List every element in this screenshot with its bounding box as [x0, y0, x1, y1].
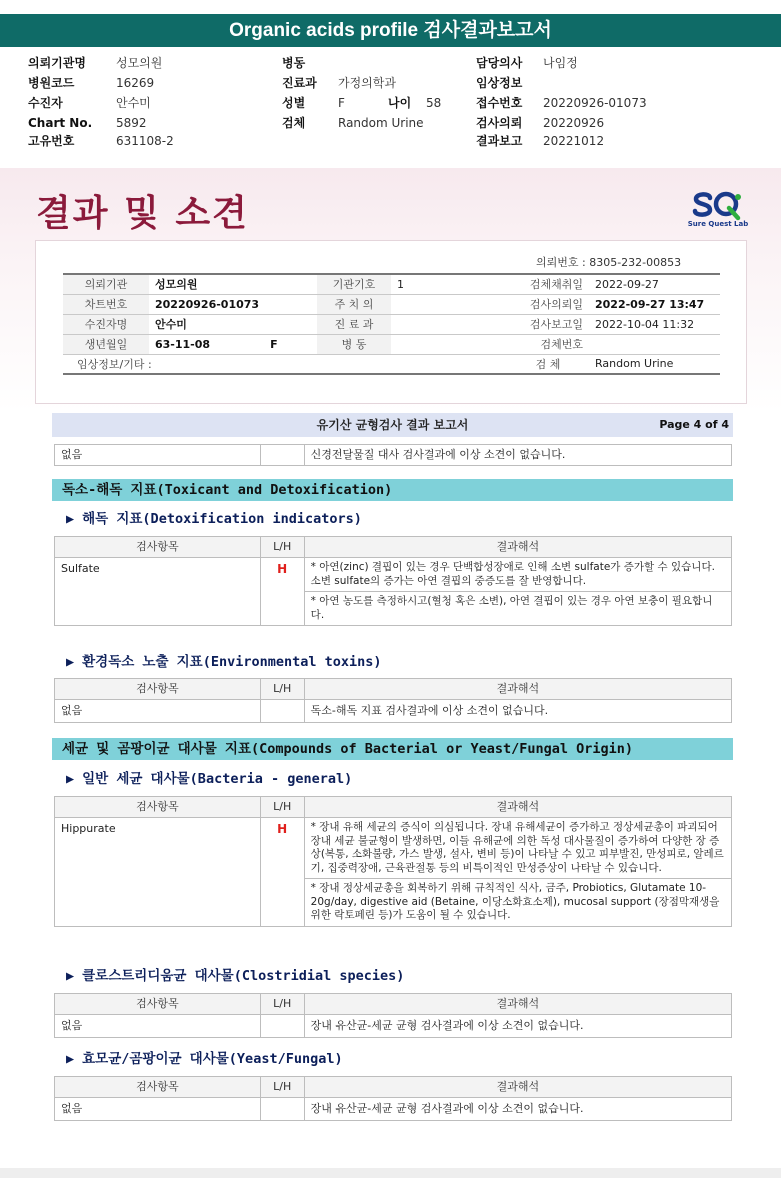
cell-value — [391, 334, 507, 354]
info-value-age: 58 — [426, 96, 442, 110]
cell-label: 진 료 과 — [317, 314, 391, 334]
cell-label: 임상정보/기타 : — [63, 354, 317, 374]
info-value-sex: F — [338, 96, 345, 110]
info-label-age: 나이 — [388, 96, 412, 110]
yeast-fungal-result-table — [54, 1076, 732, 1121]
patient-row — [63, 274, 720, 294]
cell-value: 안수미 — [149, 314, 317, 334]
cell-value — [391, 314, 507, 334]
cell-value: 2022-10-04 11:32 — [589, 314, 720, 334]
detox-result-table — [54, 536, 732, 626]
cell-value — [317, 354, 507, 374]
result-item: 없음 — [55, 445, 261, 466]
info-label-request-date: 검사의뢰 — [476, 116, 523, 130]
col-header-interp: 결과해석 — [304, 797, 731, 818]
table-row — [55, 1098, 732, 1121]
cell-value: Random Urine — [589, 354, 720, 374]
result-flag — [260, 700, 304, 723]
col-header-lh: L/H — [260, 537, 304, 558]
table-header-row — [55, 797, 732, 818]
cell-label: 수진자명 — [63, 314, 149, 334]
col-header-interp: 결과해석 — [304, 537, 731, 558]
interpretation-block — [305, 558, 731, 591]
table-header-row — [55, 679, 732, 700]
result-interpretation: 신경전달물질 대사 검사결과에 이상 소견이 없습니다. — [304, 445, 731, 466]
info-label-patient: 수진자 — [28, 96, 63, 110]
subsection-bacteria-general — [66, 767, 352, 787]
info-value-patient: 안수미 — [116, 96, 151, 110]
info-label-doctor: 담당의사 — [476, 56, 523, 70]
footer-strip — [0, 1168, 781, 1178]
cell-value: 2022-09-27 13:47 — [589, 294, 720, 314]
result-interpretation: 장내 유산균-세균 균형 검사결과에 이상 소견이 없습니다. — [304, 1098, 731, 1121]
patient-info-grid — [28, 54, 768, 154]
report-title-bar — [52, 413, 733, 437]
triangle-bullet-icon: ▶ — [66, 1051, 75, 1067]
col-header-lh: L/H — [260, 994, 304, 1015]
cell-value: 2022-09-27 — [589, 274, 720, 294]
col-header-interp: 결과해석 — [304, 1077, 731, 1098]
subsection-clostridial — [66, 964, 404, 984]
bacteria-general-result-table — [54, 796, 732, 927]
info-value-chart-no: 5892 — [116, 116, 147, 130]
col-header-lh: L/H — [260, 797, 304, 818]
col-header-lh: L/H — [260, 679, 304, 700]
section-toxicant: 독소-해독 지표(Toxicant and Detoxification) — [52, 479, 733, 501]
col-header-interp: 결과해석 — [304, 994, 731, 1015]
cell-label: 병 동 — [317, 334, 391, 354]
subsection-yeast-fungal — [66, 1047, 343, 1067]
neurotransmitter-result-table — [54, 444, 732, 466]
interpretation-block: * 장내 유해 세균의 증식이 의심됩니다. 장내 유해세균이 증가하고 정상세균총이 파괴되어 장내 세균 불균형이 발생하면, 이들 유해균에 의한 독성 대사물질이 증가하여 다양한 장 증상(복통, 소화불량, 가스 발생, 설사, 변비 등)이 나타날 수 있고 피부발진, 만성피로, 알레르기, 집중력장애, 근육관절통 등의 비특이적인 만성증상이 나타날 수 있습니다. — [310, 821, 724, 874]
table-row — [55, 1015, 732, 1038]
info-value-request-date: 20220926 — [543, 116, 605, 130]
interpretation-line: 소변 sulfate의 증가는 아연 결핍의 중증도를 잘 반영합니다. — [310, 574, 587, 587]
cell-value: 1 — [391, 274, 507, 294]
subsection-title: 클로스트리디움균 대사물(Clostridial species) — [82, 968, 405, 984]
info-value-report-date: 20221012 — [543, 134, 605, 148]
info-label-chart-no: Chart No. — [28, 116, 93, 130]
result-interpretation: 독소-해독 지표 검사결과에 이상 소견이 없습니다. — [304, 700, 731, 723]
info-label-specimen: 검체 — [282, 116, 306, 130]
table-row — [55, 445, 732, 466]
result-flag — [260, 1098, 304, 1121]
info-value-specimen: Random Urine — [338, 116, 424, 130]
col-header-item: 검사항목 — [55, 537, 261, 558]
high-flag: H — [260, 558, 304, 626]
result-interpretation: 장내 유산균-세균 균형 검사결과에 이상 소견이 없습니다. — [304, 1015, 731, 1038]
info-value-unique-no: 631108-2 — [116, 134, 174, 148]
col-header-lh: L/H — [260, 1077, 304, 1098]
subsection-title: 효모균/곰팡이균 대사물(Yeast/Fungal) — [82, 1051, 343, 1067]
info-label-unique-no: 고유번호 — [28, 134, 75, 148]
info-label-sex: 성별 — [282, 96, 306, 110]
results-heading: 결과 및 소견 — [36, 193, 249, 234]
cell-value — [149, 334, 317, 354]
clostridial-result-table — [54, 993, 732, 1038]
cell-label: 기관기호 — [317, 274, 391, 294]
result-item: Hippurate — [55, 818, 261, 927]
result-flag — [260, 1015, 304, 1038]
interpretation-line: * 아연(zinc) 결핍이 있는 경우 단백합성장애로 인해 소변 sulfate가 증가할 수 있습니다. — [310, 561, 715, 573]
cell-label: 생년월일 — [63, 334, 149, 354]
table-header-row — [55, 537, 732, 558]
info-value-doctor: 나임정 — [543, 56, 578, 70]
triangle-bullet-icon: ▶ — [66, 771, 75, 787]
info-value-hospital-code: 16269 — [116, 76, 155, 90]
cell-label: 주 치 의 — [317, 294, 391, 314]
col-header-interp: 결과해석 — [304, 679, 731, 700]
subsection-title: 일반 세균 대사물(Bacteria - general) — [82, 771, 353, 787]
info-label-org: 의뢰기관명 — [28, 56, 86, 70]
triangle-bullet-icon: ▶ — [66, 654, 75, 670]
report-title: 유기산 균형검사 결과 보고서 — [316, 418, 469, 432]
table-row — [55, 558, 732, 626]
table-header-row — [55, 994, 732, 1015]
triangle-bullet-icon: ▶ — [66, 511, 75, 527]
info-label-clinical: 임상정보 — [476, 76, 523, 90]
cell-label: 검사의뢰일 — [507, 294, 589, 314]
cell-label: 검사보고일 — [507, 314, 589, 334]
info-label-report-date: 결과보고 — [476, 134, 523, 148]
cell-label: 검체채취일 — [507, 274, 589, 294]
birthdate: 63-11-08 — [155, 337, 211, 351]
result-item: 없음 — [55, 700, 261, 723]
result-interpretation — [304, 558, 731, 626]
patient-row — [63, 294, 720, 314]
patient-table — [63, 273, 720, 375]
table-header-row — [55, 1077, 732, 1098]
info-value-receipt-no: 20220926-01073 — [543, 96, 647, 110]
info-label-dept: 진료과 — [282, 76, 317, 90]
result-item: Sulfate — [55, 558, 261, 626]
table-row — [55, 700, 732, 723]
patient-row — [63, 354, 720, 374]
result-interpretation — [304, 818, 731, 927]
page-number: Page 4 of 4 — [659, 418, 729, 431]
patient-row — [63, 314, 720, 334]
interpretation-block: * 아연 농도를 측정하시고(혈청 혹은 소변), 아연 결핍이 있는 경우 아연 보충이 필요합니다. — [305, 591, 731, 625]
section-bacterial: 세균 및 곰팡이균 대사물 지표(Compounds of Bacterial or Yeast/Fungal Origin) — [52, 738, 733, 760]
info-value-dept: 가정의학과 — [338, 76, 396, 90]
col-header-item: 검사항목 — [55, 797, 261, 818]
col-header-item: 검사항목 — [55, 679, 261, 700]
info-value-org: 성모의원 — [116, 56, 163, 70]
cell-label: 검 체 — [507, 354, 589, 374]
result-item: 없음 — [55, 1098, 261, 1121]
subsection-env-toxins — [66, 650, 382, 670]
cell-value: 성모의원 — [149, 274, 317, 294]
logo-text: Sure Quest Lab — [687, 220, 749, 228]
patient-row — [63, 334, 720, 354]
table-row — [55, 818, 732, 927]
subsection-detox — [66, 507, 362, 527]
info-label-ward: 병동 — [282, 56, 306, 70]
col-header-item: 검사항목 — [55, 1077, 261, 1098]
interpretation-block: * 장내 정상세균총을 회복하기 위해 규칙적인 식사, 금주, Probiotics, Glutamate 10-20g/day, digestive aid (Betaine, 이당소화효소제), mucosal support (장점막재생을 위한 락토페린 등)가 도움이 될 수 있습니다. — [305, 878, 731, 926]
cell-label: 검체번호 — [507, 334, 589, 354]
request-number: 의뢰번호 : 8305-232-00853 — [536, 256, 682, 269]
report-header-title: Organic acids profile 검사결과보고서 — [0, 14, 781, 47]
cell-value — [391, 294, 507, 314]
cell-label: 의뢰기관 — [63, 274, 149, 294]
subsection-title: 환경독소 노출 지표(Environmental toxins) — [82, 654, 382, 670]
info-label-hospital-code: 병원코드 — [28, 76, 75, 90]
result-flag — [260, 445, 304, 466]
info-label-receipt-no: 접수번호 — [476, 96, 523, 110]
cell-label: 차트번호 — [63, 294, 149, 314]
env-toxins-result-table — [54, 678, 732, 723]
sex: F — [270, 337, 278, 351]
cell-value — [589, 334, 720, 354]
subsection-title: 해독 지표(Detoxification indicators) — [82, 511, 362, 527]
col-header-item: 검사항목 — [55, 994, 261, 1015]
result-item: 없음 — [55, 1015, 261, 1038]
triangle-bullet-icon: ▶ — [66, 968, 75, 984]
high-flag: H — [260, 818, 304, 927]
cell-value: 20220926-01073 — [149, 294, 317, 314]
